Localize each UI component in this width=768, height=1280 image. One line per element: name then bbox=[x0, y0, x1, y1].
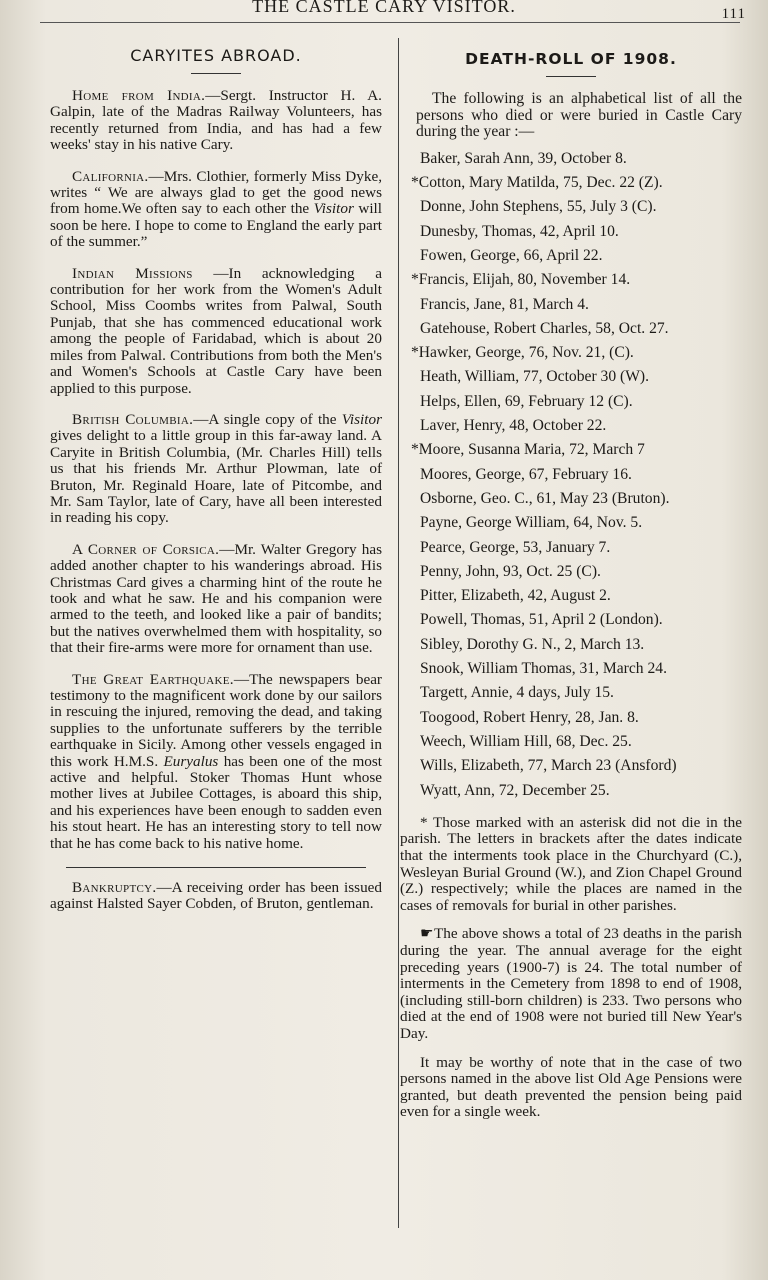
article-text: —Mr. Walter Gregory has added another chapter to his wanderings abroad. His Christmas Card gives a charming hint of the route he took and what he saw. He and his companion were armed to the teeth, and looked like a pair of bandits; but the natives overwhelmed them with hospitality, so that their fire-arms were more for ornament than use. bbox=[50, 540, 382, 657]
pensions-note: It may be worthy of note that in the case of two persons named in the above list Old Age Pensions were granted, but death prevented the pension being paid even for a single week. bbox=[400, 1053, 742, 1121]
death-entry: Wills, Elizabeth, 77, March 23 (Ansford) bbox=[420, 757, 677, 775]
caryites-abroad-title: CARYITES ABROAD. bbox=[130, 46, 302, 65]
death-entry: Powell, Thomas, 51, April 2 (London). bbox=[420, 611, 663, 629]
article-corner-of-corsica bbox=[50, 542, 382, 657]
header-rule bbox=[40, 22, 740, 23]
death-entry: Snook, William Thomas, 31, March 24. bbox=[420, 660, 667, 678]
article-text: gives delight to a little group in this far-away land. A Caryite in British Columbia, (Mr. Charles Hill) tells us that his friends Mr. Arthur Plowman, late of Bruton, Mr. Reginald Hoare, late of Pitcombe, and Mr. Sam Taylor, late of Cary, have all been interested in reading his copy. bbox=[50, 427, 382, 527]
article-text: —Mrs. Clothier, formerly Miss Dyke, writes “ We are always glad to get the good news from home.We often say to each other the bbox=[50, 167, 382, 218]
death-roll-column bbox=[400, 42, 742, 1133]
article-bankruptcy bbox=[50, 880, 382, 913]
article-heading: The Great Earthquake. bbox=[72, 670, 234, 688]
death-entry: *Cotton, Mary Matilda, 75, Dec. 22 (Z). bbox=[411, 174, 663, 192]
article-text: —The newspapers bear testimony to the magnificent work done by our sailors in rescuing the injured, removing the dead, and taking supplies to the unfortunate sufferers by the terrible earthquake in Sicily. Among other vessels engaged in this work H.M.S. bbox=[50, 670, 382, 770]
article-heading: California. bbox=[72, 167, 149, 185]
article-text: —A receiving order has been issued against Halsted Sayer Cobden, of Bruton, gentleman. bbox=[50, 879, 382, 913]
death-roll-intro: The following is an alphabetical list of all the persons who died or were buried in Castle Cary during the year :— bbox=[416, 90, 742, 141]
totals-note-text: The above shows a total of 23 deaths in the parish during the year. The annual average for the eight preceding years (1900-7) is 24. The total number of interments in the Cemetery from 1898 to end of 1908, (including still-born children) is 233. Two persons who died at the end of 1908 were not buried till New Year's Day. bbox=[400, 925, 742, 1042]
article-italic: Euryalus bbox=[163, 752, 219, 770]
pointing-hand-icon: ☛ bbox=[420, 925, 434, 943]
death-entry: *Hawker, George, 76, Nov. 21, (C). bbox=[411, 344, 634, 362]
title-rule bbox=[191, 73, 241, 74]
page-number: 111 bbox=[721, 6, 746, 22]
article-heading: Home from India. bbox=[72, 87, 206, 104]
article-great-earthquake bbox=[50, 672, 382, 852]
column-divider bbox=[398, 38, 399, 1228]
death-entry: Francis, Jane, 81, March 4. bbox=[420, 295, 589, 313]
article-british-columbia bbox=[50, 412, 382, 527]
death-roll-title: DEATH-ROLL OF 1908. bbox=[465, 50, 677, 68]
section-rule bbox=[66, 867, 366, 868]
article-indian-missions bbox=[50, 266, 382, 397]
article-home-from-india bbox=[50, 88, 382, 154]
death-entry: *Francis, Elijah, 80, November 14. bbox=[411, 271, 631, 289]
death-entry: Gatehouse, Robert Charles, 58, Oct. 27. bbox=[420, 319, 669, 337]
article-heading: British Columbia. bbox=[72, 410, 194, 428]
death-entry: Helps, Ellen, 69, February 12 (C). bbox=[420, 392, 633, 410]
article-text: —A single copy of the bbox=[193, 410, 342, 428]
article-text: will soon be here. I hope to come to England the early part of the summer.” bbox=[50, 200, 382, 251]
death-entry: Baker, Sarah Ann, 39, October 8. bbox=[420, 149, 627, 167]
article-heading: Bankruptcy. bbox=[72, 879, 157, 897]
death-entry: Heath, William, 77, October 30 (W). bbox=[420, 368, 650, 386]
article-text: has been one of the most active and helpful. Stoker Thomas Hunt whose mother lives at Jubilee Cottages, is aboard this ship, and his experiences have been enough to sadden even his stout heart. He has an interesting story to tell now that he has come back to his native home. bbox=[50, 752, 382, 852]
article-text: —Sergt. Instructor H. A. Galpin, late of the Madras Railway Volunteers, has recently returned from India, and has had a few weeks' stay in his native Cary. bbox=[50, 87, 382, 154]
article-heading: A Corner of Corsica. bbox=[72, 540, 220, 558]
asterisk-note: * Those marked with an asterisk did not die in the parish. The letters in brackets after the dates indicate that the interments took place in the Churchyard (C.), Wesleyan Burial Ground (W.), and Zion Chapel Ground (Z.) respectively; while the places are named in the cases of removals for burial in other parishes. bbox=[400, 813, 742, 914]
article-heading: Indian Missions bbox=[72, 264, 193, 282]
death-entry: Toogood, Robert Henry, 28, Jan. 8. bbox=[420, 708, 639, 726]
death-entry: Pearce, George, 53, January 7. bbox=[420, 538, 611, 556]
death-entry: Laver, Henry, 48, October 22. bbox=[420, 417, 607, 435]
running-title: THE CASTLE CARY VISITOR. bbox=[252, 0, 516, 16]
death-entry: Fowen, George, 66, April 22. bbox=[420, 246, 603, 264]
death-roll-list bbox=[400, 147, 742, 803]
death-entry: Moores, George, 67, February 16. bbox=[420, 465, 632, 483]
totals-note bbox=[400, 926, 742, 1042]
death-entry: Pitter, Elizabeth, 42, August 2. bbox=[420, 587, 611, 605]
death-entry: Osborne, Geo. C., 61, May 23 (Bruton). bbox=[420, 489, 670, 507]
death-entry: Donne, John Stephens, 55, July 3 (C). bbox=[420, 198, 657, 216]
death-entry: Weech, William Hill, 68, Dec. 25. bbox=[420, 732, 632, 750]
article-italic: Visitor bbox=[313, 200, 354, 218]
death-entry: Payne, George William, 64, Nov. 5. bbox=[420, 514, 643, 532]
title-rule bbox=[546, 76, 596, 77]
death-entry: Penny, John, 93, Oct. 25 (C). bbox=[420, 562, 601, 580]
death-roll-notes bbox=[400, 815, 742, 1121]
article-california bbox=[50, 169, 382, 251]
article-text: —In acknowledging a contribution for her work from the Women's Adult School, Miss Coombs writes from Palwal, South Punjab, that she has commenced educational work among the people of Faridabad, which is about 20 miles from Palwal. Contributions from both the Men's and Women's Schools at Castle Cary have been applied to this purpose. bbox=[50, 264, 382, 397]
death-entry: Targett, Annie, 4 days, July 15. bbox=[420, 684, 614, 702]
death-entry: Sibley, Dorothy G. N., 2, March 13. bbox=[420, 635, 645, 653]
death-entry: *Moore, Susanna Maria, 72, March 7 bbox=[411, 441, 645, 459]
death-entry: Dunesby, Thomas, 42, April 10. bbox=[420, 222, 619, 240]
death-entry: Wyatt, Ann, 72, December 25. bbox=[420, 781, 610, 799]
caryites-abroad-column bbox=[50, 42, 382, 928]
article-italic: Visitor bbox=[341, 410, 382, 428]
